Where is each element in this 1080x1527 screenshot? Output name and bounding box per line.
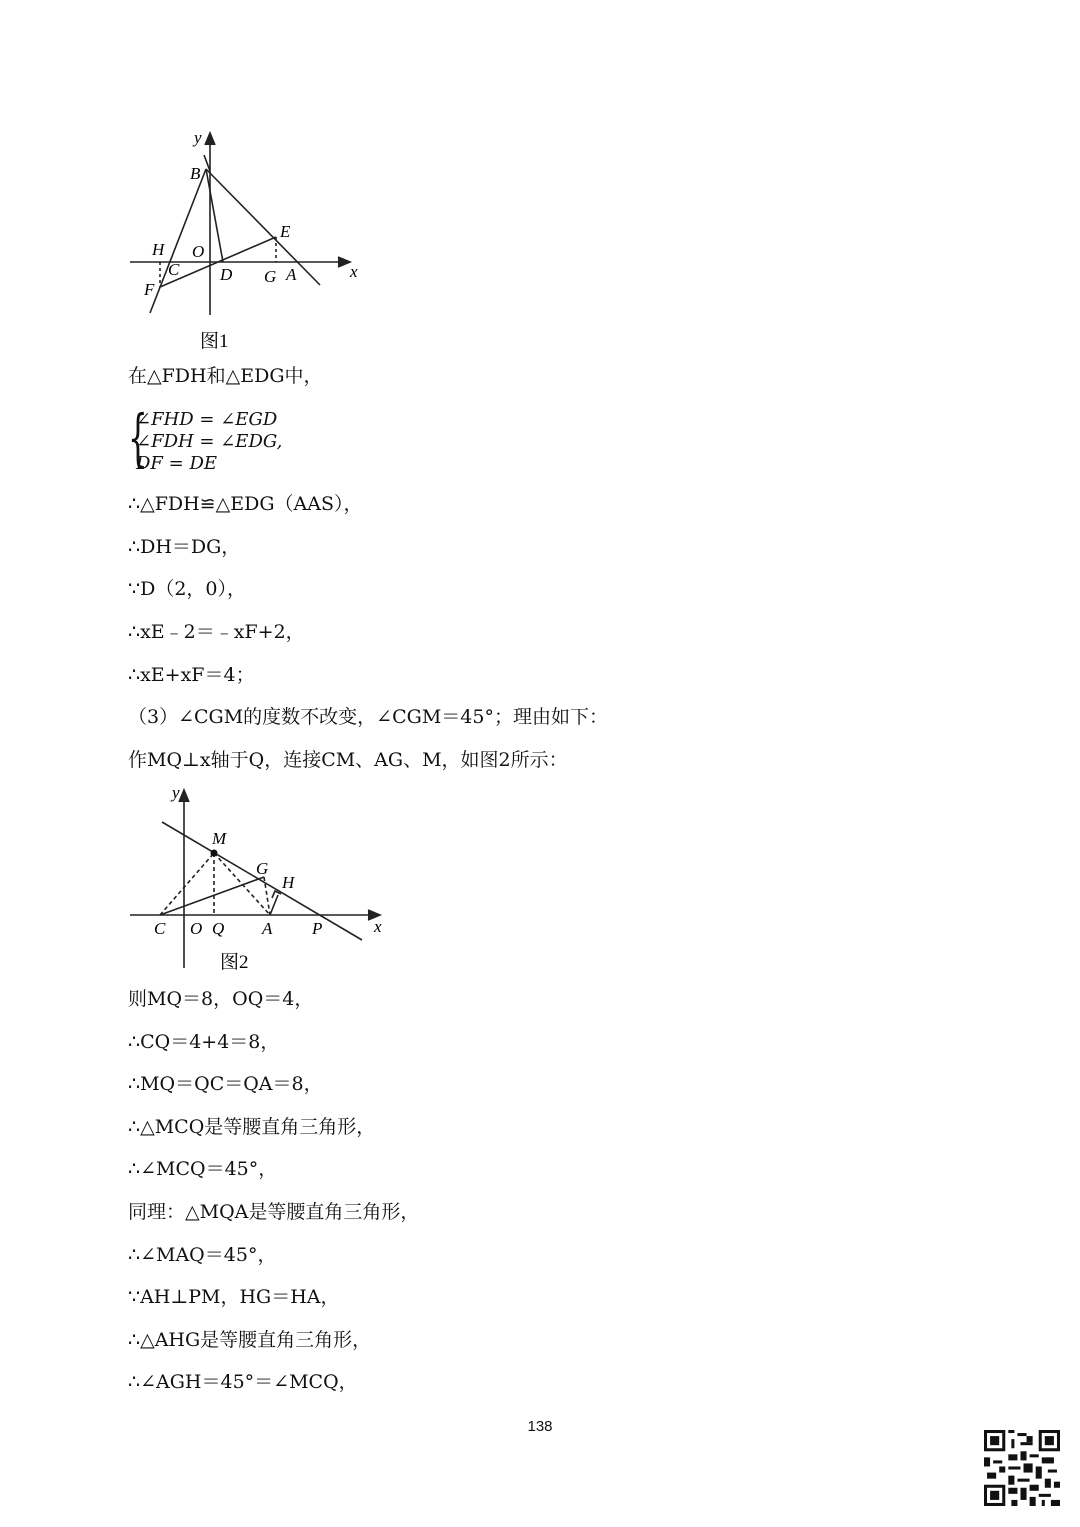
fig1-label-d: D — [220, 265, 233, 284]
qr-code-icon — [984, 1430, 1060, 1506]
text-line: ∴MQ＝QC＝QA＝8， — [128, 1073, 323, 1095]
fig2-label-c: C — [154, 919, 166, 938]
fig1-label-y: y — [194, 128, 202, 147]
text-line: （3）∠CGM的度数不改变，∠CGM＝45°；理由如下： — [128, 706, 608, 728]
equation-system: { ∠FHD = ∠EGD ∠FDH = ∠EDG, DF = DE — [128, 401, 283, 474]
fig1-label-c: C — [168, 260, 180, 279]
fig2-label-m: M — [212, 829, 227, 848]
text-line: ∵AH⊥PM，HG＝HA， — [128, 1286, 340, 1308]
text-line: ∴∠AGH＝45°＝∠MCQ， — [128, 1371, 358, 1393]
fig1-label-x: x — [350, 262, 358, 281]
page-number: 138 — [527, 1418, 553, 1435]
text-line: ∴△MCQ是等腰直角三角形， — [128, 1116, 376, 1138]
fig1-label-g: G — [264, 267, 277, 286]
figure-2 — [128, 780, 398, 980]
figure-1 — [128, 125, 368, 355]
fig1-label-h: H — [152, 240, 165, 259]
fig1-label-o: O — [192, 242, 205, 261]
text-line: ∴△AHG是等腰直角三角形， — [128, 1329, 372, 1351]
text-line: ∵D（2，0）， — [128, 578, 246, 600]
text-line: ∴△FDH≌△EDG（AAS）， — [128, 493, 363, 515]
fig1-label-e: E — [280, 222, 291, 241]
fig2-caption: 图2 — [220, 952, 249, 973]
text-line: ∴∠MCQ＝45°， — [128, 1158, 278, 1180]
fig2-label-x: x — [374, 917, 382, 936]
fig2-label-g: G — [256, 859, 269, 878]
text-line: ∴xE+xF＝4； — [128, 664, 255, 686]
text-line: 在△FDH和△EDG中， — [128, 365, 323, 387]
text-line: 同理：△MQA是等腰直角三角形， — [128, 1201, 420, 1223]
fig1-caption: 图1 — [200, 331, 229, 352]
system-row: DF = DE — [136, 453, 218, 474]
text-line: ∴∠MAQ＝45°， — [128, 1244, 277, 1266]
text-line: 则MQ＝8，OQ＝4， — [128, 988, 314, 1010]
text-line: 作MQ⊥x轴于Q，连接CM、AG、M，如图2所示： — [128, 749, 568, 771]
fig1-label-f: F — [144, 280, 155, 299]
fig2-label-p: P — [312, 919, 323, 938]
fig2-label-o: O — [190, 919, 203, 938]
text-line: ∴CQ＝4+4＝8， — [128, 1031, 280, 1053]
fig2-label-q: Q — [212, 919, 225, 938]
fig1-label-b: B — [190, 164, 201, 183]
system-row: ∠FHD = ∠EGD — [136, 409, 278, 430]
text-line: ∴xE﹣2＝﹣xF+2， — [128, 621, 305, 643]
fig2-label-a: A — [262, 919, 273, 938]
fig2-label-h: H — [282, 873, 295, 892]
system-row: ∠FDH = ∠EDG, — [136, 431, 283, 452]
fig1-label-a: A — [286, 265, 297, 284]
text-line: ∴DH＝DG， — [128, 536, 241, 558]
fig2-label-y: y — [172, 783, 180, 802]
